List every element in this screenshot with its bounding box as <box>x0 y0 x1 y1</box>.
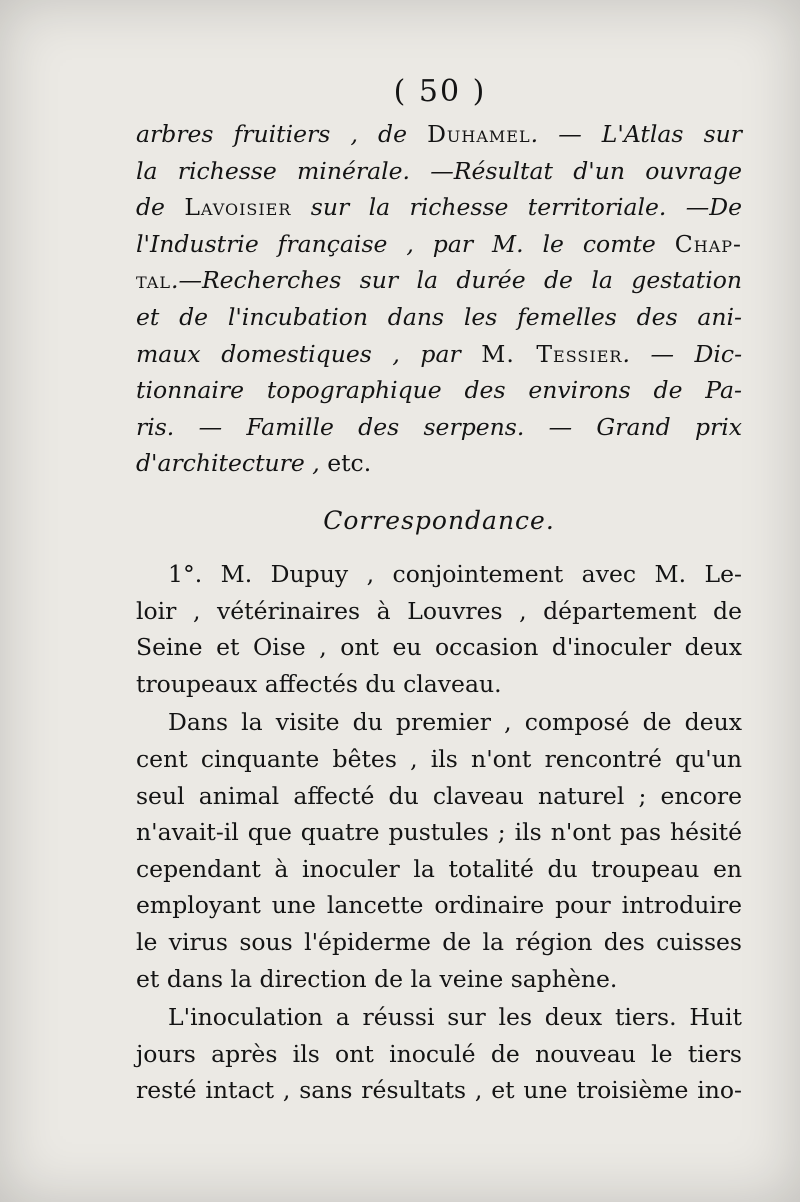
text-line: n'avait-il que quatre pustules ; ils n'ont pas hésité <box>136 818 742 847</box>
text-line: cent cinquante bêtes , ils n'ont rencontré qu'un <box>136 744 742 773</box>
text-line: ris. — Famille des serpens. — Grand prix <box>136 412 742 441</box>
text-line: et de l'incubation dans les femelles des ani- <box>136 302 742 331</box>
text-line: loir , vétérinaires à Louvres , département de <box>136 596 742 625</box>
body-text <box>136 556 742 1109</box>
text-line: d'architecture , etc. <box>136 449 372 478</box>
paragraph <box>136 704 742 997</box>
bibliography-block <box>136 116 742 482</box>
text-line: Seine et Oise , ont eu occasion d'inoculer deux <box>136 633 742 662</box>
text-line: cependant à inoculer la totalité du troupeau en <box>136 854 742 883</box>
page-number: ( 50 ) <box>393 74 487 109</box>
text-line: maux domestiques , par M. Tessier. — Dic- <box>136 339 743 368</box>
paragraph <box>136 999 742 1109</box>
text-line: l'Industrie française , par M. le comte Chap- <box>136 229 742 258</box>
text-line: de Lavoisier sur la richesse territoriale. —De <box>136 193 743 222</box>
text-line: tal.—Recherches sur la durée de la gestation <box>136 266 742 295</box>
text-line: seul animal affecté du claveau naturel ; encore <box>136 781 742 810</box>
text-line: resté intact , sans résultats , et une troisième ino- <box>136 1076 742 1105</box>
text-line: arbres fruitiers , de Duhamel. — L'Atlas sur <box>136 120 743 148</box>
text-line: Dans la visite du premier , composé de deux <box>168 708 742 737</box>
text-line: 1°. M. Dupuy , conjointement avec M. Le- <box>168 560 742 588</box>
text-line: la richesse minérale. —Résultat d'un ouvrage <box>136 156 742 185</box>
text-line: et dans la direction de la veine saphène. <box>136 964 618 993</box>
text-line: jours après ils ont inoculé de nouveau le tiers <box>136 1039 742 1068</box>
paragraph <box>136 556 742 702</box>
text-line: tionnaire topographique des environs de Pa- <box>136 376 742 405</box>
text-line: employant une lancette ordinaire pour introduire <box>136 891 742 920</box>
text-line: le virus sous l'épiderme de la région des cuisses <box>136 927 742 956</box>
text-line: L'inoculation a réussi sur les deux tiers. Huit <box>168 1003 742 1032</box>
section-heading: Correspondance. <box>323 506 555 535</box>
text-line: troupeaux affectés du claveau. <box>136 669 502 698</box>
